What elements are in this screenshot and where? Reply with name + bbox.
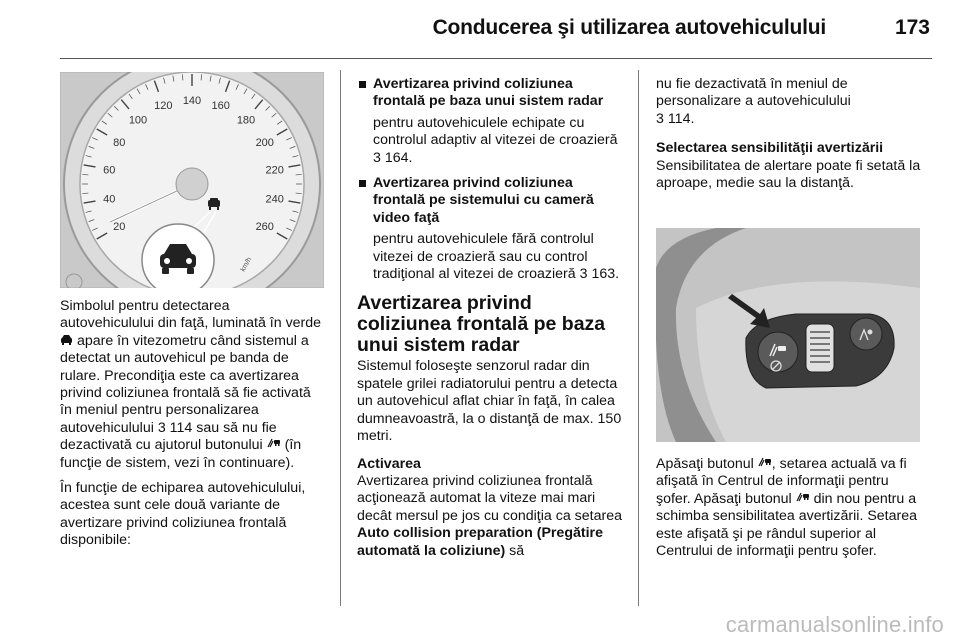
reference-arrow-icon: 3 bbox=[579, 266, 588, 283]
subheading-activation: Activarea bbox=[357, 455, 421, 472]
speed-tick-label: 160 bbox=[211, 100, 230, 113]
bullet-square-icon bbox=[359, 81, 366, 88]
speed-tick-label: 240 bbox=[265, 193, 284, 206]
paragraph-warning-variants: În funcţie de echiparea autovehiculului, acestea sunt cele două variante de avertizare privind coliziunea frontală disponibile: bbox=[60, 480, 306, 549]
running-header-title: Conducerea şi utilizarea autovehiculului bbox=[432, 16, 826, 39]
steering-wheel-illustration bbox=[656, 228, 920, 442]
speed-tick-label: 120 bbox=[154, 100, 173, 113]
speed-tick-label: 80 bbox=[113, 137, 126, 149]
paragraph-activation-continued: nu fie dezactivată în meniul de personalizare a autovehiculului 3 114. bbox=[656, 76, 851, 127]
paragraph-forward-vehicle-symbol: Simbolul pentru detectarea autovehiculului din faţă, luminată în verde apare în vitezometru când sistemul a detectat un autovehicul pe banda de rulare. Precondiţia este ca avertizarea privind coliziunea frontală să fie activată în meniul pentru personalizarea autovehiculului 3 114 sau să nu fie dezactivată cu ajutorul butonului (în funcţie de sistem, vezi în continuare). bbox=[60, 298, 322, 471]
sensitivity-button-icon bbox=[796, 491, 810, 508]
bullet-camera-description: pentru autovehiculele fără controlul vitezei de croazieră sau cu control tradiţional al vitezei de croazieră 3 163. bbox=[373, 231, 620, 283]
speed-tick-label: 260 bbox=[255, 221, 274, 233]
vehicle-ahead-icon-inline bbox=[60, 333, 73, 350]
sensitivity-button-icon bbox=[267, 437, 281, 454]
section-heading-radar: Avertizarea privind coliziunea frontală pe baza unui sistem radar bbox=[357, 292, 606, 357]
column-3 bbox=[656, 76, 922, 200]
sensitivity-button-icon bbox=[758, 456, 772, 473]
speed-tick-label: 140 bbox=[182, 95, 202, 107]
reference-arrow-icon: 3 bbox=[656, 110, 664, 127]
needle-hub bbox=[176, 168, 208, 200]
bullet-square-icon bbox=[359, 180, 366, 187]
column-1 bbox=[60, 298, 326, 558]
page-reference-163[interactable]: 3 163. bbox=[579, 266, 620, 283]
reference-arrow-icon: 3 bbox=[373, 149, 381, 166]
setting-name-auto-collision: Auto collision preparation (Pregătire automată la coliziune) bbox=[357, 525, 603, 559]
bullet-camera-based: Avertizarea privind coliziunea frontală pe sistemului cu cameră video faţă bbox=[357, 175, 623, 227]
page-reference-164[interactable]: 3 164. bbox=[373, 149, 413, 166]
watermark-text: carmanualsonline.info bbox=[725, 612, 944, 637]
paragraph-press-button: Apăsaţi butonul , setarea actuală va fi afişată în Centrul de informaţii pentru şofer. Apăsaţi butonul din nou pentru a schimba sensibilitatea avertizării. Setarea este afişată şi pe rândul superior al Centrului de informaţii pentru şofer. bbox=[656, 456, 918, 560]
paragraph-sensitivity: Sensibilitatea de alertare poate fi setată la aproape, medie sau la distanţă. bbox=[656, 157, 921, 192]
speed-tick-label: 100 bbox=[128, 114, 148, 127]
speed-tick-label: 20 bbox=[113, 221, 126, 233]
paragraph-radar-description: Sistemul foloseşte senzorul radar din spatele grilei radiatorului pentru a detecta un autovehicul aflat chiar în faţă, în calea dumneavoastră, la o distanţă de max. 150 metri. bbox=[357, 358, 622, 445]
column-2 bbox=[357, 76, 623, 568]
speedometer-illustration bbox=[60, 72, 324, 288]
reference-arrow-icon: 3 bbox=[157, 419, 166, 436]
page-reference-114[interactable]: 3 114 bbox=[157, 419, 193, 436]
speed-tick-label: 60 bbox=[103, 164, 116, 177]
speed-unit-label: km/h bbox=[239, 256, 254, 273]
header-rule bbox=[60, 58, 932, 59]
paragraph-activation: Avertizarea privind coliziunea frontală acţionează automat la viteze mai mari decât mersul pe jos cu condiţia ca setarea Auto collision preparation (Pregătire automată la coliziune) să bbox=[357, 472, 622, 559]
column-divider-2 bbox=[638, 70, 639, 606]
column-divider-1 bbox=[340, 70, 341, 606]
speed-tick-label: 220 bbox=[265, 164, 284, 177]
page-number: 173 bbox=[894, 16, 930, 39]
speed-tick-label: 40 bbox=[103, 193, 116, 206]
bullet-radar-based: Avertizarea privind coliziunea frontală pe baza unui sistem radar bbox=[357, 76, 623, 111]
speed-tick-label: 180 bbox=[236, 114, 256, 127]
subheading-sensitivity: Selectarea sensibilităţii avertizării bbox=[656, 140, 884, 157]
column-3-lower bbox=[656, 456, 922, 568]
bullet-radar-description: pentru autovehiculele echipate cu controlul adaptiv al vitezei de croazieră 3 164. bbox=[373, 114, 618, 166]
page-reference-114[interactable]: 3 114. bbox=[656, 110, 695, 127]
speed-tick-label: 200 bbox=[255, 137, 274, 149]
